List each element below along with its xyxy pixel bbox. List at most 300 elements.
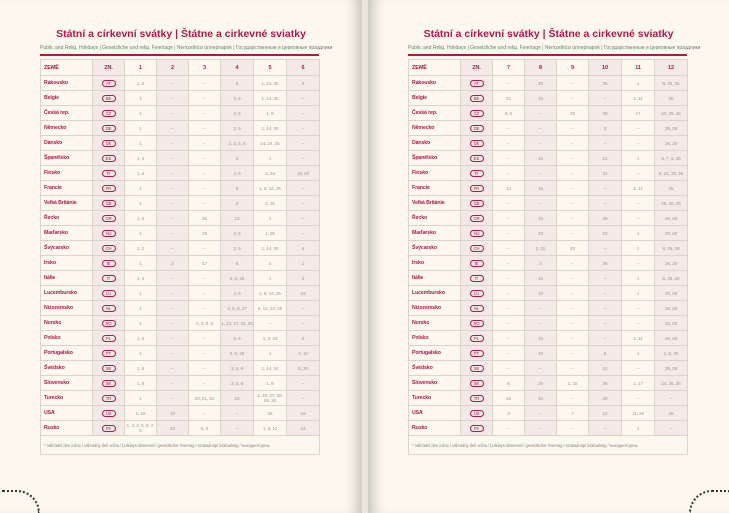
country-code-cell: [461, 241, 493, 256]
country-code-cell: [93, 226, 125, 241]
country-name: Norsko: [409, 316, 461, 331]
holiday-dates: –: [189, 91, 221, 106]
holiday-dates: –: [189, 241, 221, 256]
holiday-dates: 4, 10: [287, 346, 320, 361]
holiday-dates: 15: [189, 226, 221, 241]
country-name: Dánsko: [41, 136, 93, 151]
country-code-cell: [93, 241, 125, 256]
holiday-dates: 3, 5, 6, 27: [221, 301, 254, 316]
table-row: [41, 226, 320, 241]
holiday-dates: –: [287, 91, 320, 106]
holiday-dates: 30: [525, 391, 557, 406]
holiday-dates: 25, 26: [655, 211, 688, 226]
country-code-badge: PT: [470, 350, 484, 357]
holiday-dates: –: [622, 361, 655, 376]
holiday-dates: 31: [589, 361, 622, 376]
column-header-month: 9: [557, 60, 589, 76]
country-name: Španělsko: [409, 151, 461, 166]
holiday-dates: –: [525, 316, 557, 331]
holiday-dates: –: [189, 166, 221, 181]
country-code-badge: NO: [470, 320, 484, 327]
holiday-dates: –: [622, 211, 655, 226]
table-row: [41, 181, 320, 196]
holiday-dates: 5: [493, 376, 525, 391]
column-header-code: ZN.: [461, 60, 493, 76]
holiday-dates: –: [493, 151, 525, 166]
holiday-dates: 1: [125, 226, 157, 241]
table-row: [409, 241, 688, 256]
country-code-cell: [461, 271, 493, 286]
column-header-country: ZEMĚ: [409, 60, 461, 76]
holiday-dates: –: [493, 331, 525, 346]
holiday-dates: 1: [622, 346, 655, 361]
header-row: [409, 60, 688, 76]
country-name: Lucembursko: [409, 286, 461, 301]
holiday-dates: 1: [622, 76, 655, 91]
decorative-dots: [689, 490, 729, 513]
holiday-dates: 25, 26: [655, 316, 688, 331]
holiday-dates: –: [557, 391, 589, 406]
holiday-dates: 1, 8: [254, 376, 287, 391]
column-header-month: 12: [655, 60, 688, 76]
holiday-dates: –: [622, 121, 655, 136]
holidays-table-jan-jun: [40, 59, 320, 455]
holiday-dates: 1, 11: [622, 181, 655, 196]
holiday-dates: 1, 6: [125, 151, 157, 166]
holiday-dates: –: [557, 196, 589, 211]
table-row: [409, 151, 688, 166]
holiday-dates: 31: [589, 166, 622, 181]
holiday-dates: 25: [189, 211, 221, 226]
holiday-dates: 4: [622, 421, 655, 436]
country-code-badge: IT: [470, 275, 484, 282]
country-code-cell: [461, 121, 493, 136]
country-code-cell: [93, 346, 125, 361]
holiday-dates: –: [493, 136, 525, 151]
holiday-dates: –: [493, 211, 525, 226]
holiday-dates: 1, 19, 27, 28, 29, 30: [254, 391, 287, 406]
country-code-badge: PL: [102, 335, 116, 342]
holiday-dates: –: [287, 376, 320, 391]
table-row: [41, 361, 320, 376]
country-name: Švédsko: [409, 361, 461, 376]
holiday-dates: 3, 5, 6: [221, 361, 254, 376]
holiday-dates: –: [493, 121, 525, 136]
holiday-dates: 1: [254, 271, 287, 286]
holiday-dates: –: [287, 106, 320, 121]
holiday-dates: 2, 3, 5, 6: [189, 316, 221, 331]
footnote-row: [409, 436, 688, 455]
holiday-dates: –: [189, 151, 221, 166]
column-header-month: 6: [287, 60, 320, 76]
holiday-dates: 28: [557, 106, 589, 121]
holiday-dates: 1, 11: [622, 91, 655, 106]
holiday-dates: 23: [287, 286, 320, 301]
country-code-badge: NL: [470, 305, 484, 312]
holiday-dates: 1, 19: [125, 406, 157, 421]
holiday-dates: 1: [125, 181, 157, 196]
holiday-dates: –: [189, 301, 221, 316]
holiday-dates: 1, 6: [125, 376, 157, 391]
holiday-dates: 26: [589, 76, 622, 91]
holiday-dates: –: [589, 301, 622, 316]
country-code-badge: PT: [102, 350, 116, 357]
country-code-badge: FI: [470, 170, 484, 177]
holiday-dates: 14: [493, 181, 525, 196]
country-name: Rusko: [409, 421, 461, 436]
holiday-dates: 1: [622, 226, 655, 241]
holiday-dates: –: [525, 361, 557, 376]
table-row: [409, 136, 688, 151]
holiday-dates: –: [189, 331, 221, 346]
left-page: [0, 0, 362, 513]
holiday-dates: 3, 6: [221, 121, 254, 136]
holiday-dates: 15: [525, 286, 557, 301]
country-code-cell: [93, 91, 125, 106]
holiday-dates: –: [157, 316, 189, 331]
holiday-dates: –: [189, 181, 221, 196]
holiday-dates: –: [157, 226, 189, 241]
holiday-dates: –: [493, 421, 525, 436]
holiday-dates: –: [157, 181, 189, 196]
holiday-dates: 1, 2: [125, 241, 157, 256]
header-row: [41, 60, 320, 76]
holiday-dates: –: [589, 136, 622, 151]
country-name: Španělsko: [41, 151, 93, 166]
column-header-month: 1: [125, 60, 157, 76]
table-row: [409, 331, 688, 346]
country-code-cell: [93, 376, 125, 391]
country-code-cell: [461, 346, 493, 361]
holiday-dates: –: [287, 151, 320, 166]
holiday-dates: 15: [525, 91, 557, 106]
country-name: Rakousko: [41, 76, 93, 91]
holiday-dates: 25, 26: [655, 331, 688, 346]
table-row: [41, 301, 320, 316]
holiday-dates: –: [557, 211, 589, 226]
country-code-badge: DE: [470, 125, 484, 132]
holiday-dates: –: [189, 271, 221, 286]
holiday-dates: –: [557, 301, 589, 316]
table-row: [41, 136, 320, 151]
holiday-dates: 25: [254, 406, 287, 421]
holiday-dates: 3, 5, 25: [221, 346, 254, 361]
holiday-dates: 20: [525, 226, 557, 241]
holiday-dates: –: [287, 211, 320, 226]
holiday-dates: 25, 26: [655, 301, 688, 316]
holiday-dates: –: [287, 196, 320, 211]
table-row: [41, 121, 320, 136]
holiday-dates: 5: [589, 346, 622, 361]
holiday-dates: 6: [221, 76, 254, 91]
table-row: [409, 106, 688, 121]
table-row: [409, 76, 688, 91]
holiday-dates: –: [557, 166, 589, 181]
holiday-dates: 23: [157, 421, 189, 436]
holiday-dates: 1, 9, 14, 25: [254, 286, 287, 301]
holiday-dates: 3, 6: [221, 166, 254, 181]
holiday-dates: 3, 6: [221, 226, 254, 241]
country-code-cell: [461, 376, 493, 391]
country-code-badge: GR: [470, 215, 484, 222]
country-name: Polsko: [41, 331, 93, 346]
holiday-dates: 17: [622, 106, 655, 121]
country-code-badge: IT: [102, 275, 116, 282]
holiday-dates: –: [157, 391, 189, 406]
holiday-dates: 8, 25, 26: [655, 241, 688, 256]
holiday-dates: –: [493, 346, 525, 361]
country-code-badge: AT: [102, 80, 116, 87]
country-name: Portugalsko: [41, 346, 93, 361]
holiday-dates: –: [157, 331, 189, 346]
holiday-dates: 24, 25, 26: [655, 376, 688, 391]
holiday-dates: –: [287, 181, 320, 196]
holiday-dates: –: [525, 196, 557, 211]
holiday-dates: –: [189, 361, 221, 376]
country-code-cell: [93, 256, 125, 271]
holiday-dates: 1: [287, 256, 320, 271]
country-name: Velká Británie: [41, 196, 93, 211]
holiday-dates: 1: [125, 121, 157, 136]
holiday-dates: 2: [287, 271, 320, 286]
country-code-badge: CZ: [470, 110, 484, 117]
holiday-dates: –: [493, 241, 525, 256]
country-name: Česká rep.: [409, 106, 461, 121]
country-code-badge: РУ: [102, 425, 116, 432]
footnote: * náhradní den volna / náhradný deň voľna / holidays observed / gesetzlicher Feiertag / szabadnapi szabadság / выходной день: [41, 436, 320, 455]
country-code-cell: [461, 421, 493, 436]
holiday-dates: 8, 25, 26: [655, 76, 688, 91]
holiday-dates: –: [557, 76, 589, 91]
holiday-dates: –: [589, 316, 622, 331]
country-name: Rusko: [41, 421, 93, 436]
holiday-dates: –: [557, 256, 589, 271]
country-code-badge: GB: [102, 200, 116, 207]
holiday-dates: 1: [622, 286, 655, 301]
holiday-dates: 12: [589, 406, 622, 421]
country-code-cell: [461, 391, 493, 406]
table-row: [409, 346, 688, 361]
holiday-dates: 3: [221, 151, 254, 166]
holiday-dates: 1, 15: [525, 241, 557, 256]
holiday-dates: –: [525, 421, 557, 436]
country-code-cell: [93, 121, 125, 136]
decorative-dots: [0, 490, 40, 513]
country-code-badge: DK: [102, 140, 116, 147]
holiday-dates: 1, 6: [125, 76, 157, 91]
holiday-dates: –: [189, 121, 221, 136]
table-row: [41, 256, 320, 271]
holiday-dates: 25, 26: [655, 226, 688, 241]
holiday-dates: 25, 26: [655, 361, 688, 376]
holiday-dates: –: [157, 211, 189, 226]
country-code-cell: [461, 166, 493, 181]
country-name: Řecko: [41, 211, 93, 226]
holiday-dates: 1: [622, 241, 655, 256]
country-name: Nizozemsko: [41, 301, 93, 316]
country-code-badge: NO: [102, 320, 116, 327]
holiday-dates: 1: [125, 286, 157, 301]
holiday-dates: 1: [254, 346, 287, 361]
country-code-badge: AT: [470, 80, 484, 87]
country-code-badge: CH: [470, 245, 484, 252]
column-header-month: 5: [254, 60, 287, 76]
holiday-dates: 6, 7, 8, 25: [655, 151, 688, 166]
country-name: Česká rep.: [41, 106, 93, 121]
table-row: [41, 406, 320, 421]
country-code-badge: CH: [102, 245, 116, 252]
table-row: [41, 106, 320, 121]
country-code-badge: IE: [470, 260, 484, 267]
country-name: Slovensko: [409, 376, 461, 391]
country-name: Nizozemsko: [409, 301, 461, 316]
holiday-dates: 1: [254, 211, 287, 226]
country-code-cell: [93, 361, 125, 376]
holiday-dates: –: [287, 301, 320, 316]
holiday-dates: –: [287, 121, 320, 136]
holiday-dates: –: [157, 376, 189, 391]
country-name: Turecko: [409, 391, 461, 406]
country-name: Turecko: [41, 391, 93, 406]
country-name: Belgie: [409, 91, 461, 106]
holiday-dates: 1, 15: [557, 376, 589, 391]
country-code-cell: [461, 316, 493, 331]
country-name: Irsko: [409, 256, 461, 271]
country-name: Slovensko: [41, 376, 93, 391]
holiday-dates: –: [189, 76, 221, 91]
holiday-dates: 24, 25, 26: [655, 106, 688, 121]
table-row: [409, 226, 688, 241]
holiday-dates: 1: [125, 346, 157, 361]
table-row: [409, 316, 688, 331]
holiday-dates: 1, 6: [125, 361, 157, 376]
holiday-dates: 1, 8, 25: [655, 346, 688, 361]
table-row: [41, 391, 320, 406]
holiday-dates: –: [493, 166, 525, 181]
country-code-cell: [93, 151, 125, 166]
country-code-cell: [93, 136, 125, 151]
country-code-badge: SE: [102, 365, 116, 372]
holiday-dates: –: [221, 421, 254, 436]
holiday-dates: 15: [525, 151, 557, 166]
table-row: [41, 271, 320, 286]
country-code-badge: US: [102, 410, 116, 417]
country-code-cell: [461, 226, 493, 241]
table-row: [409, 121, 688, 136]
holiday-dates: 1: [125, 316, 157, 331]
country-name: Velká Británie: [409, 196, 461, 211]
holiday-dates: –: [189, 286, 221, 301]
holiday-dates: 1, 14: [254, 166, 287, 181]
table-row: [41, 286, 320, 301]
page-subtitle: Public and Relig. Holidays | Gesetzliche und relig. Feiertage | Nemzetközi ünnepnapok | Государственные и церковные праздники: [40, 45, 333, 51]
holiday-dates: 1: [125, 91, 157, 106]
country-code-badge: HU: [470, 230, 484, 237]
holiday-dates: 2: [157, 256, 189, 271]
table-row: [409, 271, 688, 286]
holiday-dates: 3: [493, 406, 525, 421]
holiday-dates: 28: [589, 211, 622, 226]
country-code-badge: CZ: [102, 110, 116, 117]
country-code-cell: [461, 91, 493, 106]
holiday-dates: 1, 3, 24: [254, 331, 287, 346]
table-row: [41, 166, 320, 181]
holiday-dates: –: [287, 316, 320, 331]
holiday-dates: 1: [622, 271, 655, 286]
country-code-badge: HU: [102, 230, 116, 237]
table-row: [41, 76, 320, 91]
holiday-dates: 1: [125, 256, 157, 271]
table-row: [409, 406, 688, 421]
table-row: [409, 181, 688, 196]
country-name: Belgie: [41, 91, 93, 106]
holiday-dates: –: [589, 421, 622, 436]
holiday-dates: 1, 14, 25: [254, 91, 287, 106]
holiday-dates: 25, 26: [655, 121, 688, 136]
holiday-dates: –: [287, 136, 320, 151]
holiday-dates: –: [157, 121, 189, 136]
table-row: [409, 421, 688, 436]
country-code-cell: [461, 151, 493, 166]
holiday-dates: –: [622, 166, 655, 181]
holiday-dates: –: [493, 316, 525, 331]
country-code-badge: SK: [470, 380, 484, 387]
holiday-dates: –: [589, 91, 622, 106]
holiday-dates: 1: [125, 106, 157, 121]
holiday-dates: –: [557, 316, 589, 331]
table-row: [41, 151, 320, 166]
holiday-dates: 1, 14, 25: [254, 241, 287, 256]
holiday-dates: –: [589, 331, 622, 346]
holiday-dates: 1, 14, 25: [254, 121, 287, 136]
holiday-dates: 5, 6, 25: [221, 271, 254, 286]
column-header-month: 11: [622, 60, 655, 76]
holiday-dates: –: [622, 316, 655, 331]
country-name: Maďarsko: [409, 226, 461, 241]
country-code-badge: US: [470, 410, 484, 417]
holiday-dates: 2, 3, 5, 6: [221, 136, 254, 151]
holiday-dates: 1, 6: [125, 331, 157, 346]
holiday-dates: –: [557, 286, 589, 301]
holiday-dates: 3: [589, 121, 622, 136]
column-header-month: 3: [189, 60, 221, 76]
holiday-dates: 1, 8, 14, 25: [254, 181, 287, 196]
holiday-dates: –: [157, 136, 189, 151]
table-row: [41, 241, 320, 256]
holiday-dates: –: [589, 271, 622, 286]
holiday-dates: –: [655, 391, 688, 406]
holiday-dates: 1, 8: [254, 106, 287, 121]
holiday-dates: 1, 6: [125, 211, 157, 226]
holiday-dates: –: [287, 391, 320, 406]
holiday-dates: 3, 6: [221, 286, 254, 301]
footnote-row: [41, 436, 320, 455]
holiday-dates: 1, 2, 3, 5, 6, 7, 8: [125, 421, 157, 436]
country-name: USA: [409, 406, 461, 421]
holiday-dates: 1: [125, 391, 157, 406]
country-code-cell: [461, 106, 493, 121]
country-name: Itálie: [409, 271, 461, 286]
country-code-badge: PL: [470, 335, 484, 342]
holiday-dates: –: [557, 181, 589, 196]
country-name: Irsko: [41, 256, 93, 271]
holiday-dates: 15: [525, 346, 557, 361]
country-code-cell: [93, 316, 125, 331]
holiday-dates: 1, 6: [125, 166, 157, 181]
holiday-dates: –: [493, 226, 525, 241]
table-row: [409, 301, 688, 316]
column-header-month: 4: [221, 60, 254, 76]
